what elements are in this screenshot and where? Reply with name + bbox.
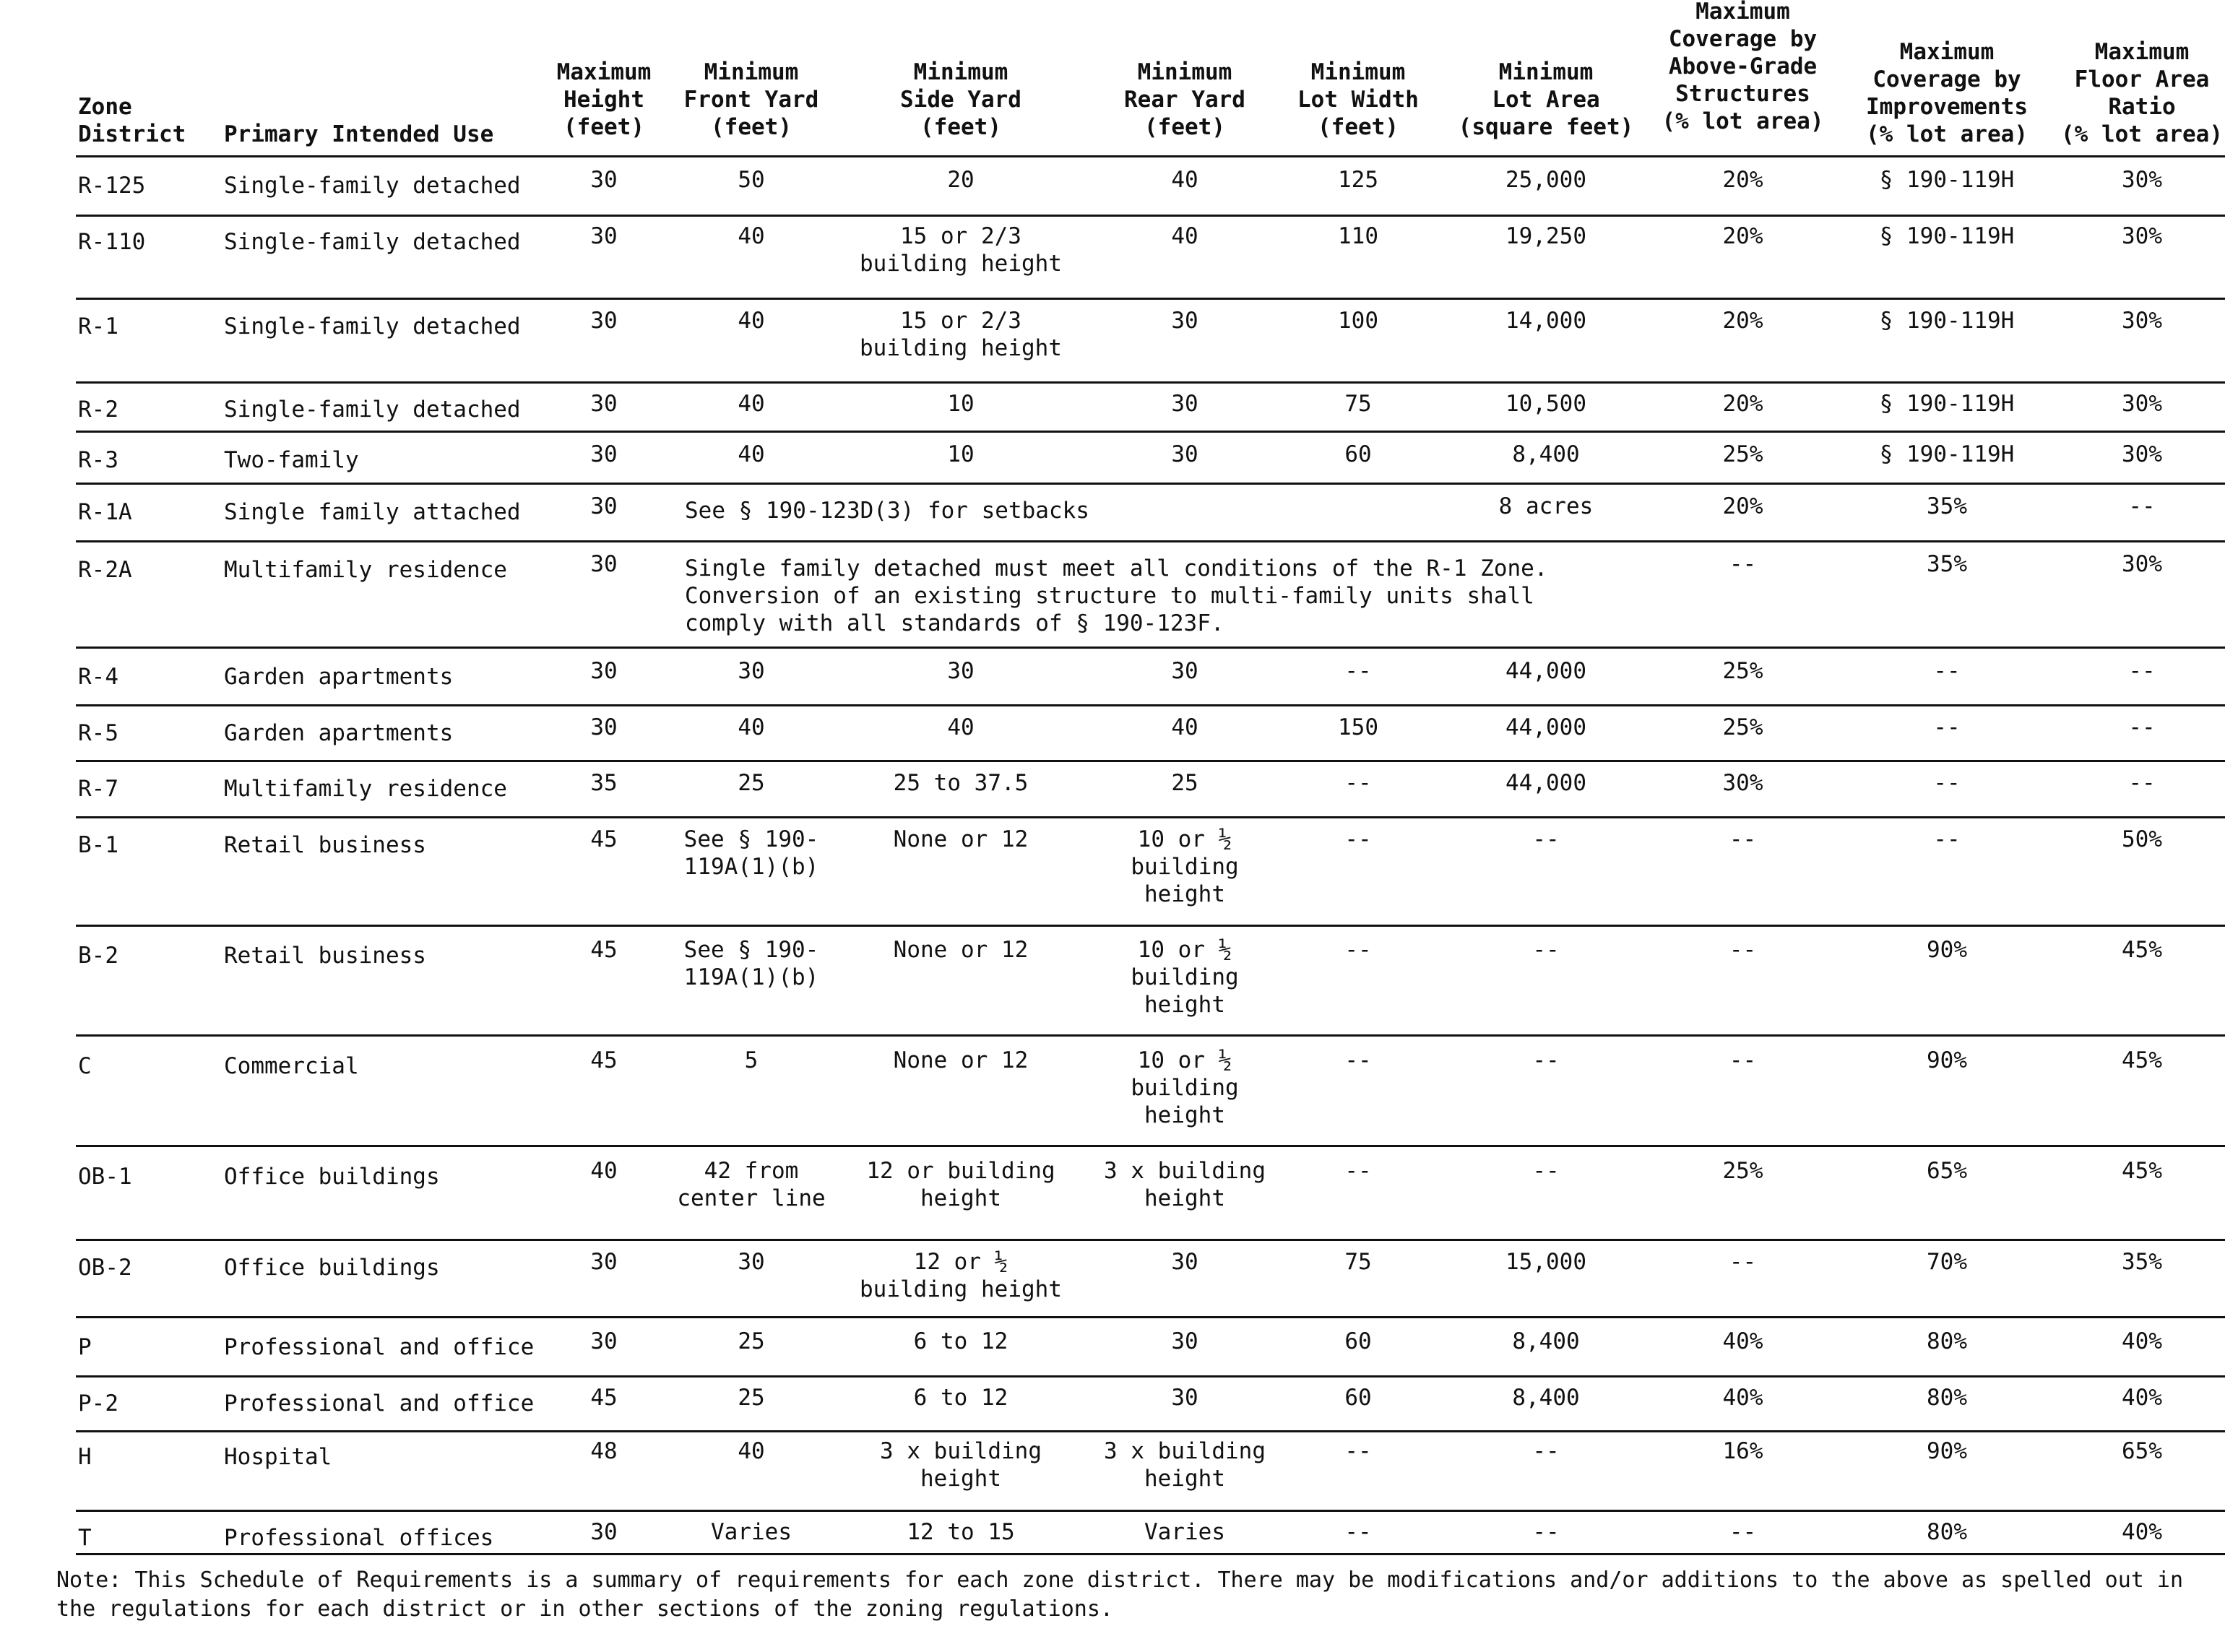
cell-rear: 3 x building height [1104,1438,1266,1492]
cell-width: 150 [1338,714,1378,740]
cell-spanning-note: Single family detached must meet all conditions of the R-1 Zone. Conversion of an existing structure to multi-family units shall comply with all standards of § 190-123F. [685,555,1548,636]
cell-width: 125 [1338,167,1378,193]
cell-area: -- [1532,937,1560,963]
cell-cov-impr: 35% [1927,551,1967,577]
cell-height: 30 [590,714,618,740]
cell-cov-above: -- [1729,551,1757,577]
cell-far: 35% [2122,1249,2162,1275]
cell-cov-above: 20% [1722,223,1763,249]
cell-cov-above: -- [1729,1047,1757,1073]
cell-area: 14,000 [1505,308,1586,334]
cell-zone: R-2 [78,397,118,423]
cell-cov-impr: 80% [1927,1328,1967,1354]
cell-height: 30 [590,441,618,467]
cell-side: None or 12 [893,826,1029,852]
cell-rear: 10 or ½ building height [1131,937,1239,1018]
cell-far: -- [2128,658,2156,684]
cell-far: 30% [2122,441,2162,467]
cell-front: 40 [738,714,765,740]
cell-side: 15 or 2/3 building height [860,223,1062,277]
cell-height: 35 [590,770,618,796]
column-header-height: Maximum Height (feet) [556,59,652,140]
cell-area: 25,000 [1505,167,1586,193]
cell-height: 30 [590,551,618,577]
cell-far: 45% [2122,1047,2162,1073]
cell-front: 50 [738,167,765,193]
cell-height: 30 [590,391,618,417]
cell-rear: 30 [1171,1249,1198,1275]
cell-cov-above: 20% [1722,391,1763,417]
cell-side: 20 [947,167,975,193]
cell-side: 10 [947,441,975,467]
column-header-use: Primary Intended Use [224,121,494,147]
cell-use: Retail business [224,832,426,858]
cell-height: 30 [590,658,618,684]
cell-width: 100 [1338,308,1378,334]
cell-area: 8 acres [1498,493,1594,519]
column-header-zone: Zone District [78,94,186,147]
cell-spanning-note: See § 190-123D(3) for setbacks [685,498,1089,524]
cell-far: -- [2128,493,2156,519]
header-rule [76,155,2225,157]
row-divider [76,1553,2225,1555]
row-divider [76,1510,2225,1512]
cell-rear: 30 [1171,1385,1198,1411]
cell-zone: R-2A [78,557,132,583]
cell-cov-impr: 90% [1927,1438,1967,1464]
cell-cov-above: 20% [1722,308,1763,334]
column-header-side: Minimum Side Yard (feet) [900,59,1021,140]
cell-cov-impr: -- [1933,714,1961,740]
cell-far: 30% [2122,308,2162,334]
cell-use: Single-family detached [224,173,521,199]
cell-cov-impr: 90% [1927,937,1967,963]
cell-height: 30 [590,1249,618,1275]
cell-far: 40% [2122,1328,2162,1354]
row-divider [76,298,2225,300]
cell-zone: P-2 [78,1391,118,1417]
cell-area: 8,400 [1512,1385,1580,1411]
cell-zone: OB-2 [78,1255,132,1281]
cell-width: 60 [1344,1328,1372,1354]
row-divider [76,1145,2225,1147]
cell-width: 60 [1344,441,1372,467]
cell-cov-above: 25% [1722,441,1763,467]
cell-rear: 3 x building height [1104,1158,1266,1211]
cell-width: -- [1344,826,1372,852]
cell-width: -- [1344,1158,1372,1184]
cell-side: 12 to 15 [907,1519,1015,1545]
cell-use: Two-family [224,447,359,473]
cell-use: Hospital [224,1444,332,1470]
cell-rear: 30 [1171,441,1198,467]
table-note: Note: This Schedule of Requirements is a summary of requirements for each zone district. There may be modifications and/or additions to the above as spelled out in the regulations for each district or in other sections of the zoning regulations. [56,1567,2184,1622]
cell-far: 30% [2122,551,2162,577]
cell-far: -- [2128,770,2156,796]
cell-front: 25 [738,1328,765,1354]
cell-rear: 10 or ½ building height [1131,826,1239,907]
cell-front: See § 190- 119A(1)(b) [683,937,819,990]
cell-area: -- [1532,1438,1560,1464]
cell-area: 19,250 [1505,223,1586,249]
cell-width: 60 [1344,1385,1372,1411]
cell-area: 15,000 [1505,1249,1586,1275]
cell-cov-impr: 65% [1927,1158,1967,1184]
cell-width: 75 [1344,391,1372,417]
cell-zone: P [78,1334,92,1360]
cell-area: 8,400 [1512,1328,1580,1354]
cell-cov-above: 30% [1722,770,1763,796]
cell-height: 30 [590,493,618,519]
cell-height: 48 [590,1438,618,1464]
cell-zone: R-5 [78,720,118,746]
cell-front: 40 [738,391,765,417]
cell-side: 25 to 37.5 [893,770,1029,796]
column-header-cov-impr: Maximum Coverage by Improvements (% lot area) [1866,39,2028,147]
cell-use: Commercial [224,1053,359,1079]
row-divider [76,1316,2225,1318]
cell-side: 6 to 12 [913,1328,1008,1354]
cell-side: 15 or 2/3 building height [860,308,1062,361]
cell-side: 10 [947,391,975,417]
cell-use: Retail business [224,943,426,969]
cell-height: 45 [590,1385,618,1411]
cell-far: -- [2128,714,2156,740]
cell-use: Professional offices [224,1525,494,1551]
cell-use: Garden apartments [224,664,454,690]
cell-cov-impr: -- [1933,658,1961,684]
cell-side: 6 to 12 [913,1385,1008,1411]
cell-rear: 40 [1171,167,1198,193]
cell-front: See § 190- 119A(1)(b) [683,826,819,880]
column-header-area: Minimum Lot Area (square feet) [1458,59,1634,140]
row-divider [76,483,2225,485]
cell-width: -- [1344,937,1372,963]
cell-width: -- [1344,770,1372,796]
cell-far: 40% [2122,1385,2162,1411]
row-divider [76,1375,2225,1378]
cell-far: 40% [2122,1519,2162,1545]
cell-cov-above: -- [1729,1519,1757,1545]
cell-rear: 30 [1171,391,1198,417]
cell-cov-above: 25% [1722,658,1763,684]
cell-width: 75 [1344,1249,1372,1275]
cell-cov-impr: § 190-119H [1879,308,2015,334]
cell-use: Office buildings [224,1164,440,1190]
row-divider [76,381,2225,384]
cell-use: Single-family detached [224,397,521,423]
cell-side: 40 [947,714,975,740]
cell-use: Office buildings [224,1255,440,1281]
cell-cov-impr: § 190-119H [1879,167,2015,193]
cell-zone: T [78,1525,92,1551]
cell-area: 44,000 [1505,658,1586,684]
cell-zone: R-1A [78,499,132,525]
cell-cov-above: 25% [1722,1158,1763,1184]
cell-far: 30% [2122,223,2162,249]
cell-cov-above: -- [1729,937,1757,963]
row-divider [76,215,2225,217]
cell-area: -- [1532,1519,1560,1545]
cell-side: 3 x building height [880,1438,1042,1492]
row-divider [76,816,2225,818]
cell-height: 30 [590,308,618,334]
cell-front: 30 [738,1249,765,1275]
cell-zone: B-1 [78,832,118,858]
cell-front: 40 [738,223,765,249]
row-divider [76,925,2225,927]
cell-cov-impr: -- [1933,826,1961,852]
row-divider [76,646,2225,649]
cell-height: 30 [590,223,618,249]
cell-zone: R-4 [78,664,118,690]
cell-use: Multifamily residence [224,776,507,802]
cell-side: 12 or ½ building height [860,1249,1062,1302]
cell-cov-impr: -- [1933,770,1961,796]
cell-front: 25 [738,1385,765,1411]
cell-height: 45 [590,826,618,852]
cell-far: 45% [2122,937,2162,963]
column-header-far: Maximum Floor Area Ratio (% lot area) [2061,39,2223,147]
cell-rear: 10 or ½ building height [1131,1047,1239,1128]
cell-width: -- [1344,1438,1372,1464]
cell-cov-above: 40% [1722,1385,1763,1411]
row-divider [76,1430,2225,1432]
cell-use: Single family attached [224,499,521,525]
cell-height: 30 [590,1328,618,1354]
cell-far: 45% [2122,1158,2162,1184]
column-header-cov-above: Maximum Coverage by Above-Grade Structures (% lot area) [1662,0,1824,134]
cell-cov-impr: 80% [1927,1519,1967,1545]
cell-rear: 30 [1171,1328,1198,1354]
row-divider [76,540,2225,542]
cell-area: 8,400 [1512,441,1580,467]
cell-use: Single-family detached [224,313,521,340]
cell-area: -- [1532,826,1560,852]
cell-cov-impr: § 190-119H [1879,223,2015,249]
cell-rear: Varies [1144,1519,1225,1545]
cell-cov-impr: § 190-119H [1879,391,2015,417]
cell-cov-impr: 35% [1927,493,1967,519]
cell-cov-impr: 90% [1927,1047,1967,1073]
cell-zone: R-110 [78,229,146,255]
cell-side: None or 12 [893,1047,1029,1073]
cell-front: Varies [711,1519,792,1545]
cell-rear: 30 [1171,658,1198,684]
cell-zone: B-2 [78,943,118,969]
cell-zone: R-1 [78,313,118,340]
cell-area: 44,000 [1505,714,1586,740]
cell-side: None or 12 [893,937,1029,963]
cell-width: -- [1344,1519,1372,1545]
cell-area: 10,500 [1505,391,1586,417]
cell-cov-impr: § 190-119H [1879,441,2015,467]
cell-side: 30 [947,658,975,684]
cell-area: 44,000 [1505,770,1586,796]
cell-front: 5 [744,1047,759,1073]
cell-cov-above: -- [1729,1249,1757,1275]
cell-cov-above: 20% [1722,493,1763,519]
row-divider [76,1239,2225,1241]
cell-rear: 30 [1171,308,1198,334]
column-header-front: Minimum Front Yard (feet) [683,59,819,140]
cell-cov-above: -- [1729,826,1757,852]
column-header-rear: Minimum Rear Yard (feet) [1124,59,1245,140]
cell-height: 45 [590,1047,618,1073]
cell-zone: R-125 [78,173,146,199]
row-divider [76,431,2225,433]
cell-front: 40 [738,1438,765,1464]
cell-zone: R-7 [78,776,118,802]
cell-width: -- [1344,1047,1372,1073]
cell-cov-impr: 70% [1927,1249,1967,1275]
cell-far: 30% [2122,391,2162,417]
cell-far: 50% [2122,826,2162,852]
cell-use: Garden apartments [224,720,454,746]
cell-rear: 40 [1171,714,1198,740]
cell-width: 110 [1338,223,1378,249]
cell-cov-above: 16% [1722,1438,1763,1464]
row-divider [76,1034,2225,1037]
cell-far: 65% [2122,1438,2162,1464]
cell-front: 40 [738,308,765,334]
cell-zone: H [78,1444,92,1470]
cell-cov-impr: 80% [1927,1385,1967,1411]
cell-cov-above: 25% [1722,714,1763,740]
cell-side: 12 or building height [866,1158,1055,1211]
row-divider [76,704,2225,706]
row-divider [76,760,2225,762]
cell-use: Single-family detached [224,229,521,255]
cell-height: 40 [590,1158,618,1184]
cell-width: -- [1344,658,1372,684]
cell-height: 45 [590,937,618,963]
column-header-width: Minimum Lot Width (feet) [1297,59,1419,140]
cell-use: Multifamily residence [224,557,507,583]
cell-far: 30% [2122,167,2162,193]
cell-use: Professional and office [224,1391,535,1417]
cell-zone: C [78,1053,92,1079]
cell-cov-above: 40% [1722,1328,1763,1354]
cell-height: 30 [590,1519,618,1545]
cell-rear: 25 [1171,770,1198,796]
cell-zone: R-3 [78,447,118,473]
cell-cov-above: 20% [1722,167,1763,193]
cell-zone: OB-1 [78,1164,132,1190]
cell-front: 25 [738,770,765,796]
cell-front: 30 [738,658,765,684]
cell-use: Professional and office [224,1334,535,1360]
cell-area: -- [1532,1047,1560,1073]
cell-front: 40 [738,441,765,467]
cell-area: -- [1532,1158,1560,1184]
cell-front: 42 from center line [677,1158,826,1211]
cell-rear: 40 [1171,223,1198,249]
cell-height: 30 [590,167,618,193]
